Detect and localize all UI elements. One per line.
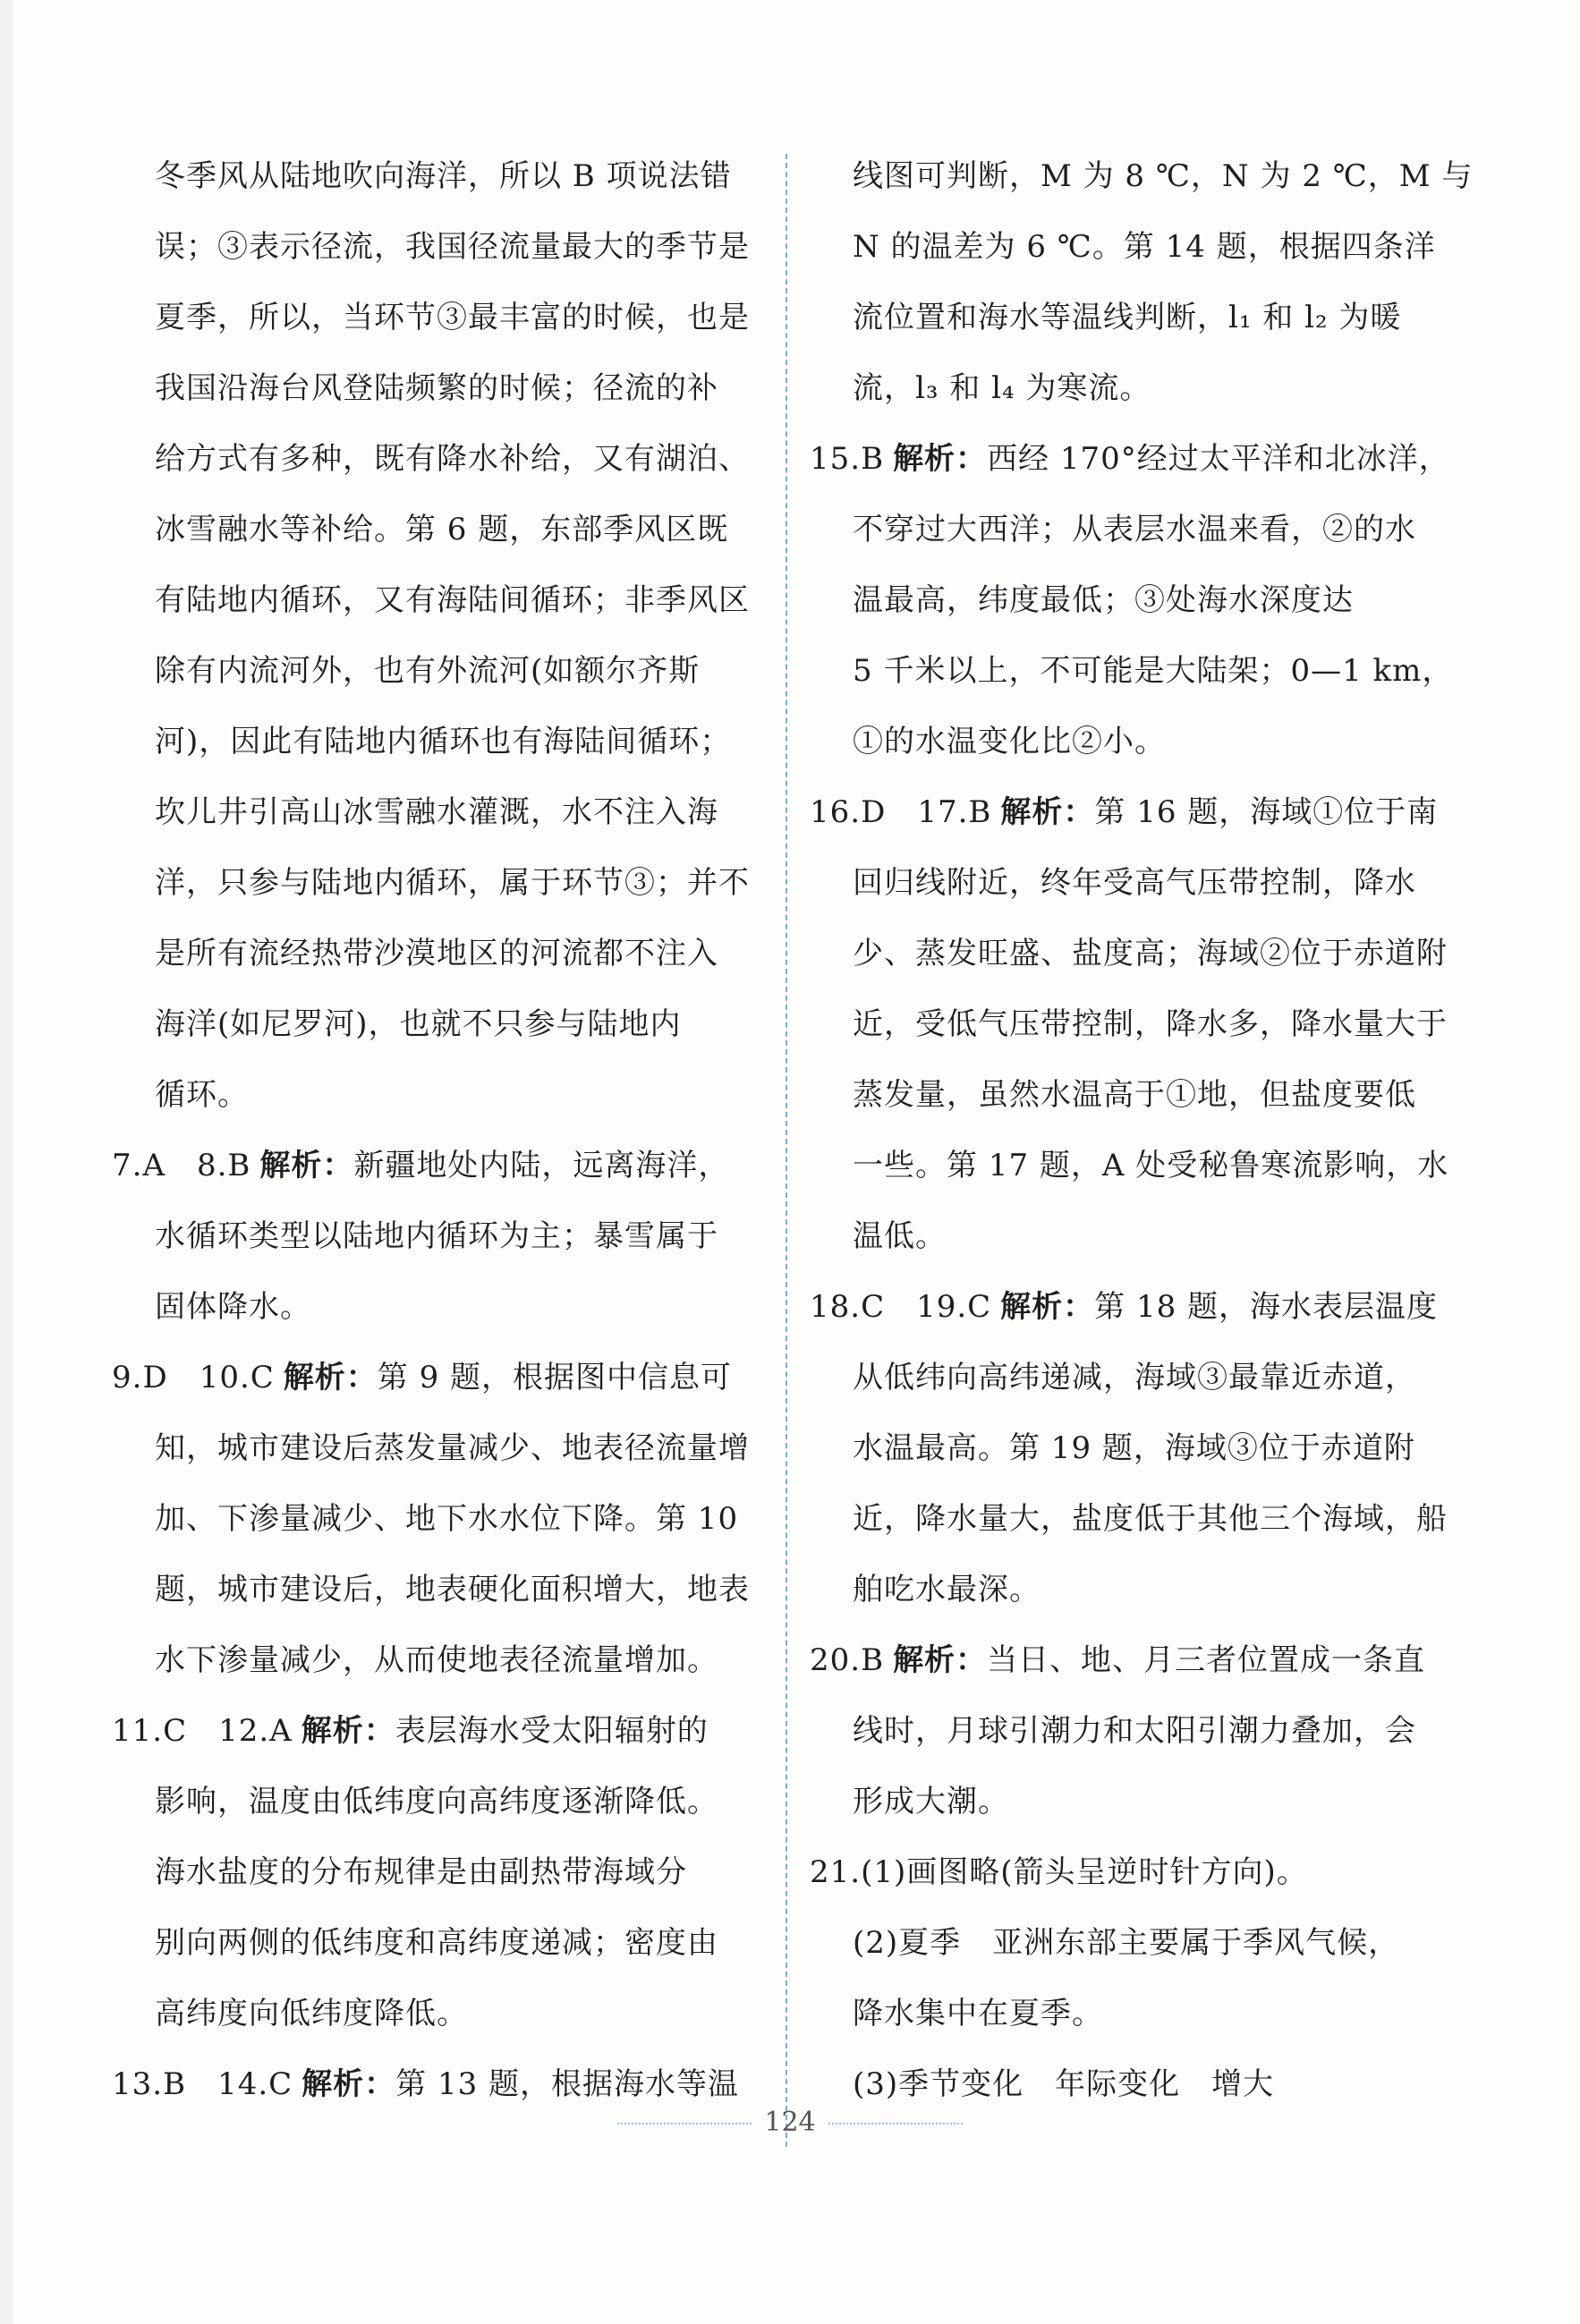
page-edge bbox=[0, 0, 13, 2324]
text-line: 形成大潮。 bbox=[853, 1784, 1009, 1819]
answer-keys: 16.D 17.B bbox=[810, 794, 992, 830]
answer-keys: 13.B 14.C bbox=[112, 2066, 293, 2102]
text-line: 海洋(如尼罗河)，也就不只参与陆地内 bbox=[155, 1006, 682, 1042]
text-line: 西经 170°经过太平洋和北冰洋， bbox=[987, 441, 1450, 477]
analysis-label: 解析： bbox=[259, 1148, 354, 1183]
text-line: 第 9 题，根据图中信息可 bbox=[377, 1360, 733, 1395]
analysis-label: 解析： bbox=[893, 441, 988, 477]
text-line: (2)夏季 亚洲东部主要属于季风气候， bbox=[853, 1925, 1400, 1961]
text-line: 回归线附近，终年受高气压带控制，降水 bbox=[853, 865, 1416, 901]
text-line: 5 千米以上，不可能是大陆架；0—1 km， bbox=[853, 653, 1454, 689]
page-number: 124 bbox=[764, 2107, 816, 2138]
footer-rule bbox=[617, 2123, 752, 2125]
footer-rule bbox=[828, 2123, 963, 2125]
text-line: 河)，因此有陆地内循环也有海陆间循环； bbox=[155, 724, 732, 759]
text-line: 冰雪融水等补给。第 6 题，东部季风区既 bbox=[155, 512, 729, 547]
text-line: 别向两侧的低纬度和高纬度递减；密度由 bbox=[155, 1925, 718, 1961]
text-line: 流，l₃ 和 l₄ 为寒流。 bbox=[853, 370, 1151, 406]
text-line: 线图可判断，M 为 8 ℃，N 为 2 ℃，M 与 bbox=[853, 158, 1474, 194]
text-line: 高纬度向低纬度降低。 bbox=[155, 1996, 468, 2031]
answer-keys: 9.D 10.C bbox=[112, 1360, 275, 1395]
text-line: 冬季风从陆地吹向海洋，所以 B 项说法错 bbox=[155, 158, 732, 194]
answer-keys: 11.C 12.A bbox=[112, 1713, 293, 1749]
text-line: 近，受低气压带控制，降水多，降水量大于 bbox=[853, 1006, 1448, 1042]
text-line: 近，降水量大，盐度低于其他三个海域，船 bbox=[853, 1501, 1448, 1537]
answer-11-12 bbox=[112, 1696, 760, 1767]
text-line: 加、下渗量减少、地下水水位下降。第 10 bbox=[155, 1501, 739, 1537]
answer-keys: 20.B bbox=[810, 1642, 885, 1678]
text-line: 温最高，纬度最低；③处海水深度达 bbox=[853, 582, 1354, 618]
text-line: 降水集中在夏季。 bbox=[853, 1996, 1103, 2031]
text-line: 第 18 题，海水表层温度 bbox=[1094, 1289, 1439, 1325]
text-line: 线时，月球引潮力和太阳引潮力叠加，会 bbox=[853, 1713, 1416, 1749]
text-line: 新疆地处内陆，远离海洋， bbox=[353, 1148, 730, 1183]
answer-16-17 bbox=[810, 777, 1458, 848]
text-line: 当日、地、月三者位置成一条直 bbox=[987, 1642, 1426, 1678]
text-line: 流位置和海水等温线判断，l₁ 和 l₂ 为暖 bbox=[853, 300, 1402, 335]
text-line: 我国沿海台风登陆频繁的时候；径流的补 bbox=[155, 370, 718, 406]
text-line: 循环。 bbox=[155, 1077, 249, 1113]
answer-7-8 bbox=[112, 1131, 760, 1201]
text-line: 温低。 bbox=[853, 1218, 947, 1254]
left-column bbox=[112, 141, 760, 2120]
answer-keys: 7.A 8.B bbox=[112, 1148, 251, 1183]
text-line: 坎儿井引高山冰雪融水灌溉，水不注入海 bbox=[155, 794, 718, 830]
text-line: 水温最高。第 19 题，海域③位于赤道附 bbox=[853, 1430, 1415, 1466]
analysis-label: 解析： bbox=[1000, 794, 1095, 830]
page-footer bbox=[0, 2107, 1580, 2138]
text-line: 从低纬向高纬递减，海域③最靠近赤道， bbox=[853, 1360, 1416, 1395]
text-line: N 的温差为 6 ℃。第 14 题，根据四条洋 bbox=[853, 229, 1436, 265]
column-divider bbox=[786, 154, 787, 2147]
text-line: 误；③表示径流，我国径流量最大的季节是 bbox=[155, 229, 750, 265]
text-line: 是所有流经热带沙漠地区的河流都不注入 bbox=[155, 936, 718, 971]
answer-18-19 bbox=[810, 1272, 1458, 1343]
text-line: 少、蒸发旺盛、盐度高；海域②位于赤道附 bbox=[853, 936, 1448, 971]
text-line: 不穿过大西洋；从表层水温来看，②的水 bbox=[853, 512, 1416, 547]
text-line: 洋，只参与陆地内循环，属于环节③；并不 bbox=[155, 865, 750, 901]
text-line: 蒸发量，虽然水温高于①地，但盐度要低 bbox=[853, 1077, 1416, 1113]
text-line: 海水盐度的分布规律是由副热带海域分 bbox=[155, 1854, 687, 1890]
text-line: (3)季节变化 年际变化 增大 bbox=[853, 2066, 1275, 2102]
answer-20 bbox=[810, 1625, 1458, 1696]
text-line: ①的水温变化比②小。 bbox=[853, 724, 1166, 759]
answer-15 bbox=[810, 424, 1458, 495]
text-line: 舶吃水最深。 bbox=[853, 1572, 1041, 1607]
answer-9-10 bbox=[112, 1343, 760, 1413]
analysis-label: 解析： bbox=[301, 1713, 395, 1749]
answer-21: 21.(1)画图略(箭头呈逆时针方向)。 bbox=[810, 1854, 1308, 1890]
text-line: 知，城市建设后蒸发量减少、地表径流量增 bbox=[155, 1430, 750, 1466]
text-line: 第 13 题，根据海水等温 bbox=[395, 2066, 740, 2102]
answer-keys: 18.C 19.C bbox=[810, 1289, 992, 1325]
analysis-label: 解析： bbox=[302, 2066, 396, 2102]
answer-keys: 15.B bbox=[810, 441, 885, 477]
text-line: 影响，温度由低纬度向高纬度逐渐降低。 bbox=[155, 1784, 718, 1819]
text-line: 表层海水受太阳辐射的 bbox=[395, 1713, 709, 1749]
analysis-label: 解析： bbox=[893, 1642, 988, 1678]
text-line: 固体降水。 bbox=[155, 1289, 311, 1325]
text-line: 有陆地内循环，又有海陆间循环；非季风区 bbox=[155, 582, 750, 618]
text-line: 题，城市建设后，地表硬化面积增大，地表 bbox=[155, 1572, 750, 1607]
text-line: 夏季，所以，当环节③最丰富的时候，也是 bbox=[155, 300, 750, 335]
analysis-label: 解析： bbox=[283, 1360, 378, 1395]
text-line: 给方式有多种，既有降水补给，又有湖泊、 bbox=[155, 441, 750, 477]
text-line: 水下渗量减少，从而使地表径流量增加。 bbox=[155, 1642, 718, 1678]
text-line: 水循环类型以陆地内循环为主；暴雪属于 bbox=[155, 1218, 718, 1254]
text-line: 一些。第 17 题，A 处受秘鲁寒流影响，水 bbox=[853, 1148, 1449, 1183]
text-line: 第 16 题，海域①位于南 bbox=[1094, 794, 1439, 830]
right-column bbox=[810, 141, 1474, 2120]
analysis-label: 解析： bbox=[1000, 1289, 1095, 1325]
text-line: 除有内流河外，也有外流河(如额尔齐斯 bbox=[155, 653, 701, 689]
